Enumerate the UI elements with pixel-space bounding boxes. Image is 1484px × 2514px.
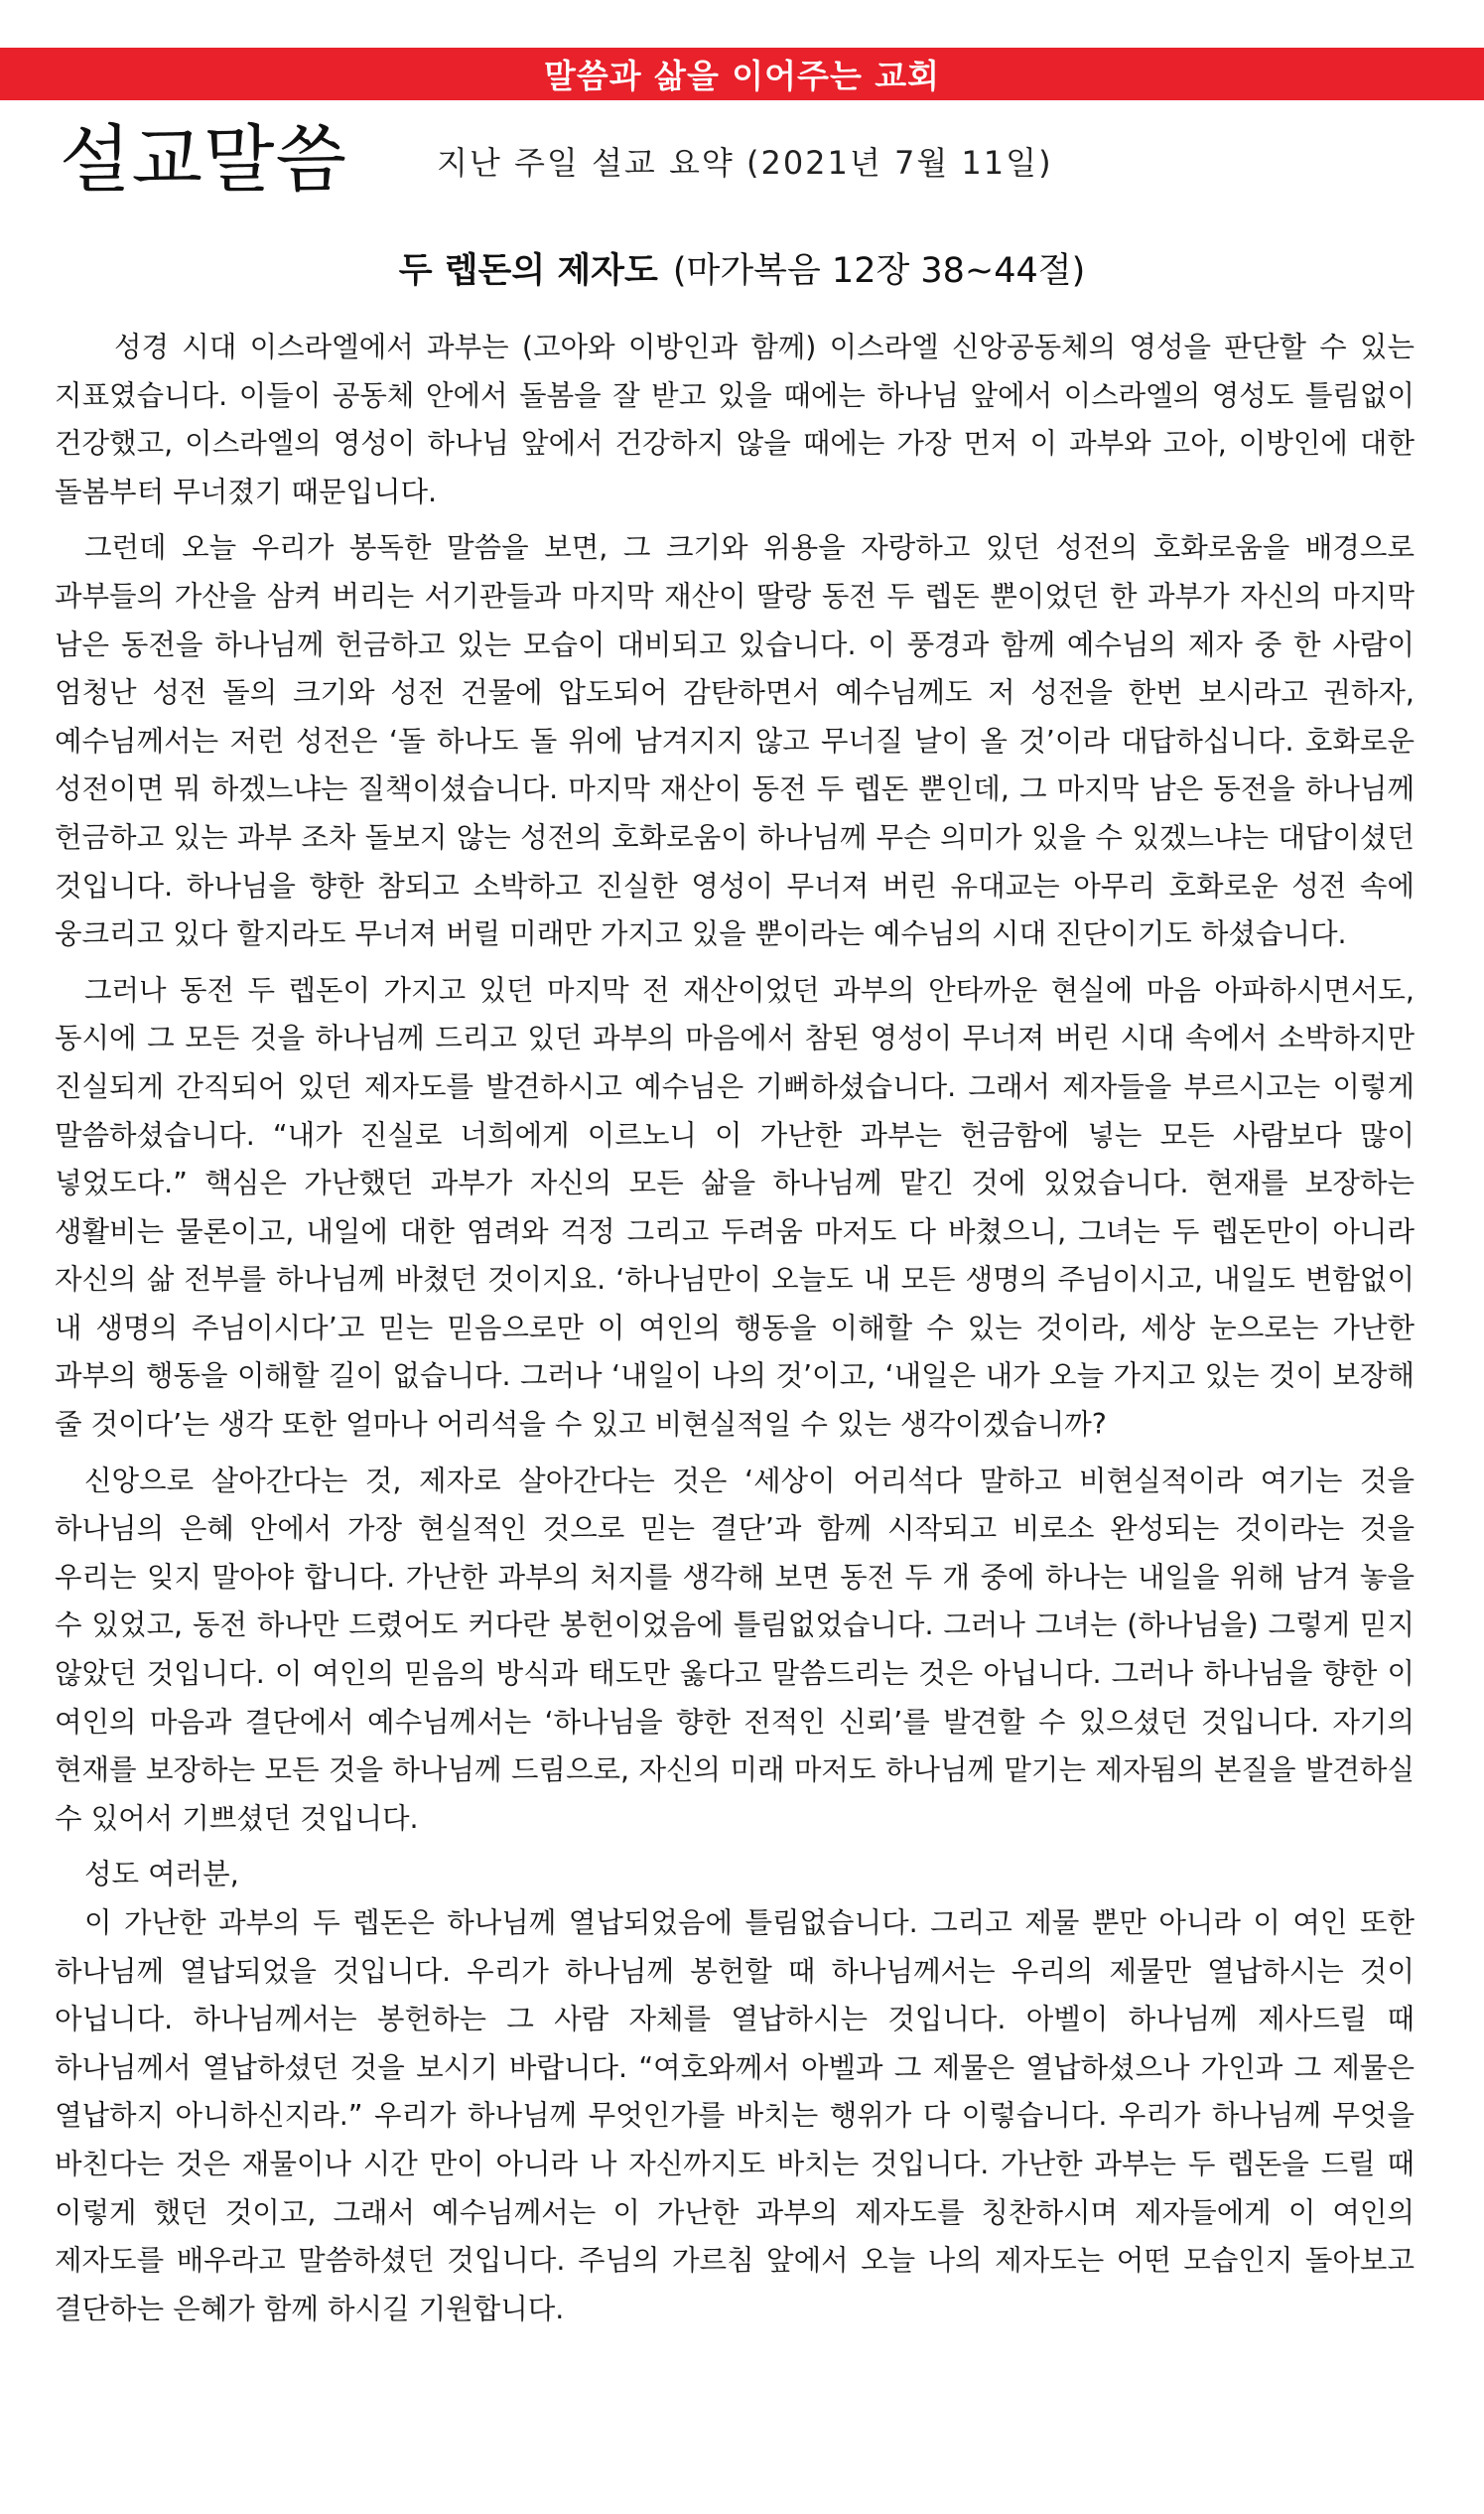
sermon-paragraph: 이 가난한 과부의 두 렙돈은 하나님께 열납되었음에 틀림없습니다. 그리고 제물 뿐만 아니라 이 여인 또한 하나님께 열납되었을 것입니다. 우리가 하나님께 봉헌할 때 하나님께서는 우리의 제물만 열납하시는 것이 아닙니다. 하나님께서는 봉헌하는 그 사람 자체를 열납하시는 것입니다. 아벨이 하나님께 제사드릴 때 하나님께서 열납하셨던 것을 보시기 바랍니다. “여호와께서 아벨과 그 제물은 열납하셨으나 가인과 그 제물은 열납하지 아니하신지라.” 우리가 하나님께 무엇인가를 바치는 행위가 다 이렇습니다. 우리가 하나님께 무엇을 바친다는 것은 재물이나 시간 만이 아니라 나 자신까지도 바치는 것입니다. 가난한 과부는 두 렙돈을 드릴 때 이렇게 했던 것이고, 그래서 예수님께서는 이 가난한 과부의 제자도를 칭찬하시며 제자들에게 이 여인의 제자도를 배우라고 말씀하셨던 것입니다. 주님의 가르침 앞에서 오늘 나의 제자도는 어떤 모습인지 돌아보고 결단하는 은혜가 함께 하시길 기원합니다. [55,1906,1415,2325]
sermon-paragraph: 신앙으로 살아간다는 것, 제자로 살아간다는 것은 ‘세상이 어리석다 말하고 비현실적이라 여기는 것을 하나님의 은혜 안에서 가장 현실적인 것으로 믿는 결단’과 함께 시작되고 비로소 완성되는 것이라는 것을 우리는 잊지 말아야 합니다. 가난한 과부의 처지를 생각해 보면 동전 두 개 중에 하나는 내일을 위해 남겨 놓을 수 있었고, 동전 하나만 드렸어도 커다란 봉헌이었음에 틀림없었습니다. 그러나 그녀는 (하나님을) 그렇게 믿지 않았던 것입니다. 이 여인의 믿음의 방식과 태도만 옳다고 말씀드리는 것은 아닙니다. 그러나 하나님을 향한 이 여인의 마음과 결단에서 예수님께서는 ‘하나님을 향한 전적인 신뢰’를 발견할 수 있으셨던 것입니다. 자기의 현재를 보장하는 모든 것을 하나님께 드림으로, 자신의 미래 마저도 하나님께 맡기는 제자됨의 본질을 발견하실 수 있어서 기쁘셨던 것입니다. [55,1464,1415,1835]
summary-date: 지난 주일 설교 요약 (2021년 7월 11일) [437,144,1053,182]
sermon-paragraph: 그런데 오늘 우리가 봉독한 말씀을 보면, 그 크기와 위용을 자랑하고 있던 성전의 호화로움을 배경으로 과부들의 가산을 삼켜 버리는 서기관들과 마지막 재산이 딸랑 동전 두 렙돈 뿐이었던 한 과부가 자신의 마지막 남은 동전을 하나님께 헌금하고 있는 모습이 대비되고 있습니다. 이 풍경과 함께 예수님의 제자 중 한 사람이 엄청난 성전 돌의 크기와 성전 건물에 압도되어 감탄하면서 예수님께도 저 성전을 한번 보시라고 권하자, 예수님께서는 저런 성전은 ‘돌 하나도 돌 위에 남겨지지 않고 무너질 날이 올 것’이라 대답하십니다. 호화로운 성전이면 뭐 하겠느냐는 질책이셨습니다. 마지막 재산이 동전 두 렙돈 뿐인데, 그 마지막 남은 동전을 하나님께 헌금하고 있는 과부 조차 돌보지 않는 성전의 호화로움이 하나님께 무슨 의미가 있을 수 있겠느냐는 대답이셨던 것입니다. 하나님을 향한 참되고 소박하고 진실한 영성이 무너져 버린 유대교는 아무리 호화로운 성전 속에 웅크리고 있다 할지라도 무너져 버릴 미래만 가지고 있을 뿐이라는 예수님의 시대 진단이기도 하셨습니다. [55,531,1415,951]
sermon-paragraph: 성경 시대 이스라엘에서 과부는 (고아와 이방인과 함께) 이스라엘 신앙공동체의 영성을 판단할 수 있는 지표였습니다. 이들이 공동체 안에서 돌봄을 잘 받고 있을 때에는 하나님 앞에서 이스라엘의 영성도 틀림없이 건강했고, 이스라엘의 영성이 하나님 앞에서 건강하지 않을 때에는 가장 먼저 이 과부와 고아, 이방인에 대한 돌봄부터 무너졌기 때문입니다. [55,331,1415,508]
sermon-heading [0,246,1484,296]
church-slogan-banner [0,48,1484,100]
scripture-reference: (마가복음 12장 38~44절) [672,251,1086,291]
church-slogan: 말씀과 삶을 이어주는 교회 [543,57,941,95]
sermon-body [55,324,1415,2341]
sermon-paragraph: 그러나 동전 두 렙돈이 가지고 있던 마지막 전 재산이었던 과부의 안타까운 현실에 마음 아파하시면서도, 동시에 그 모든 것을 하나님께 드리고 있던 과부의 마음에서 참된 영성이 무너져 버린 시대 속에서 소박하지만 진실되게 간직되어 있던 제자도를 발견하시고 예수님은 기뻐하셨습니다. 그래서 제자들을 부르시고는 이렇게 말씀하셨습니다. “내가 진실로 너희에게 이르노니 이 가난한 과부는 헌금함에 넣는 모든 사람보다 많이 넣었도다.” 핵심은 가난했던 과부가 자신의 모든 삶을 하나님께 맡긴 것에 있었습니다. 현재를 보장하는 생활비는 물론이고, 내일에 대한 염려와 걱정 그리고 두려움 마저도 다 바쳤으니, 그녀는 두 렙돈만이 아니라 자신의 삶 전부를 하나님께 바쳤던 것이지요. ‘하나님만이 오늘도 내 모든 생명의 주님이시고, 내일도 변함없이 내 생명의 주님이시다’고 믿는 믿음으로만 이 여인의 행동을 이해할 수 있는 것이라, 세상 눈으로는 가난한 과부의 행동을 이해할 길이 없습니다. 그러나 ‘내일이 나의 것’이고, ‘내일은 내가 오늘 가지고 있는 것이 보장해 줄 것이다’는 생각 또한 얼마나 어리석을 수 있고 비현실적일 수 있는 생각이겠습니까? [55,973,1415,1442]
section-title: 설교말씀 [60,117,347,203]
sermon-title: 두 렙돈의 제자도 [398,251,658,291]
sermon-address: 성도 여러분, [84,1858,239,1891]
header [60,115,1429,214]
